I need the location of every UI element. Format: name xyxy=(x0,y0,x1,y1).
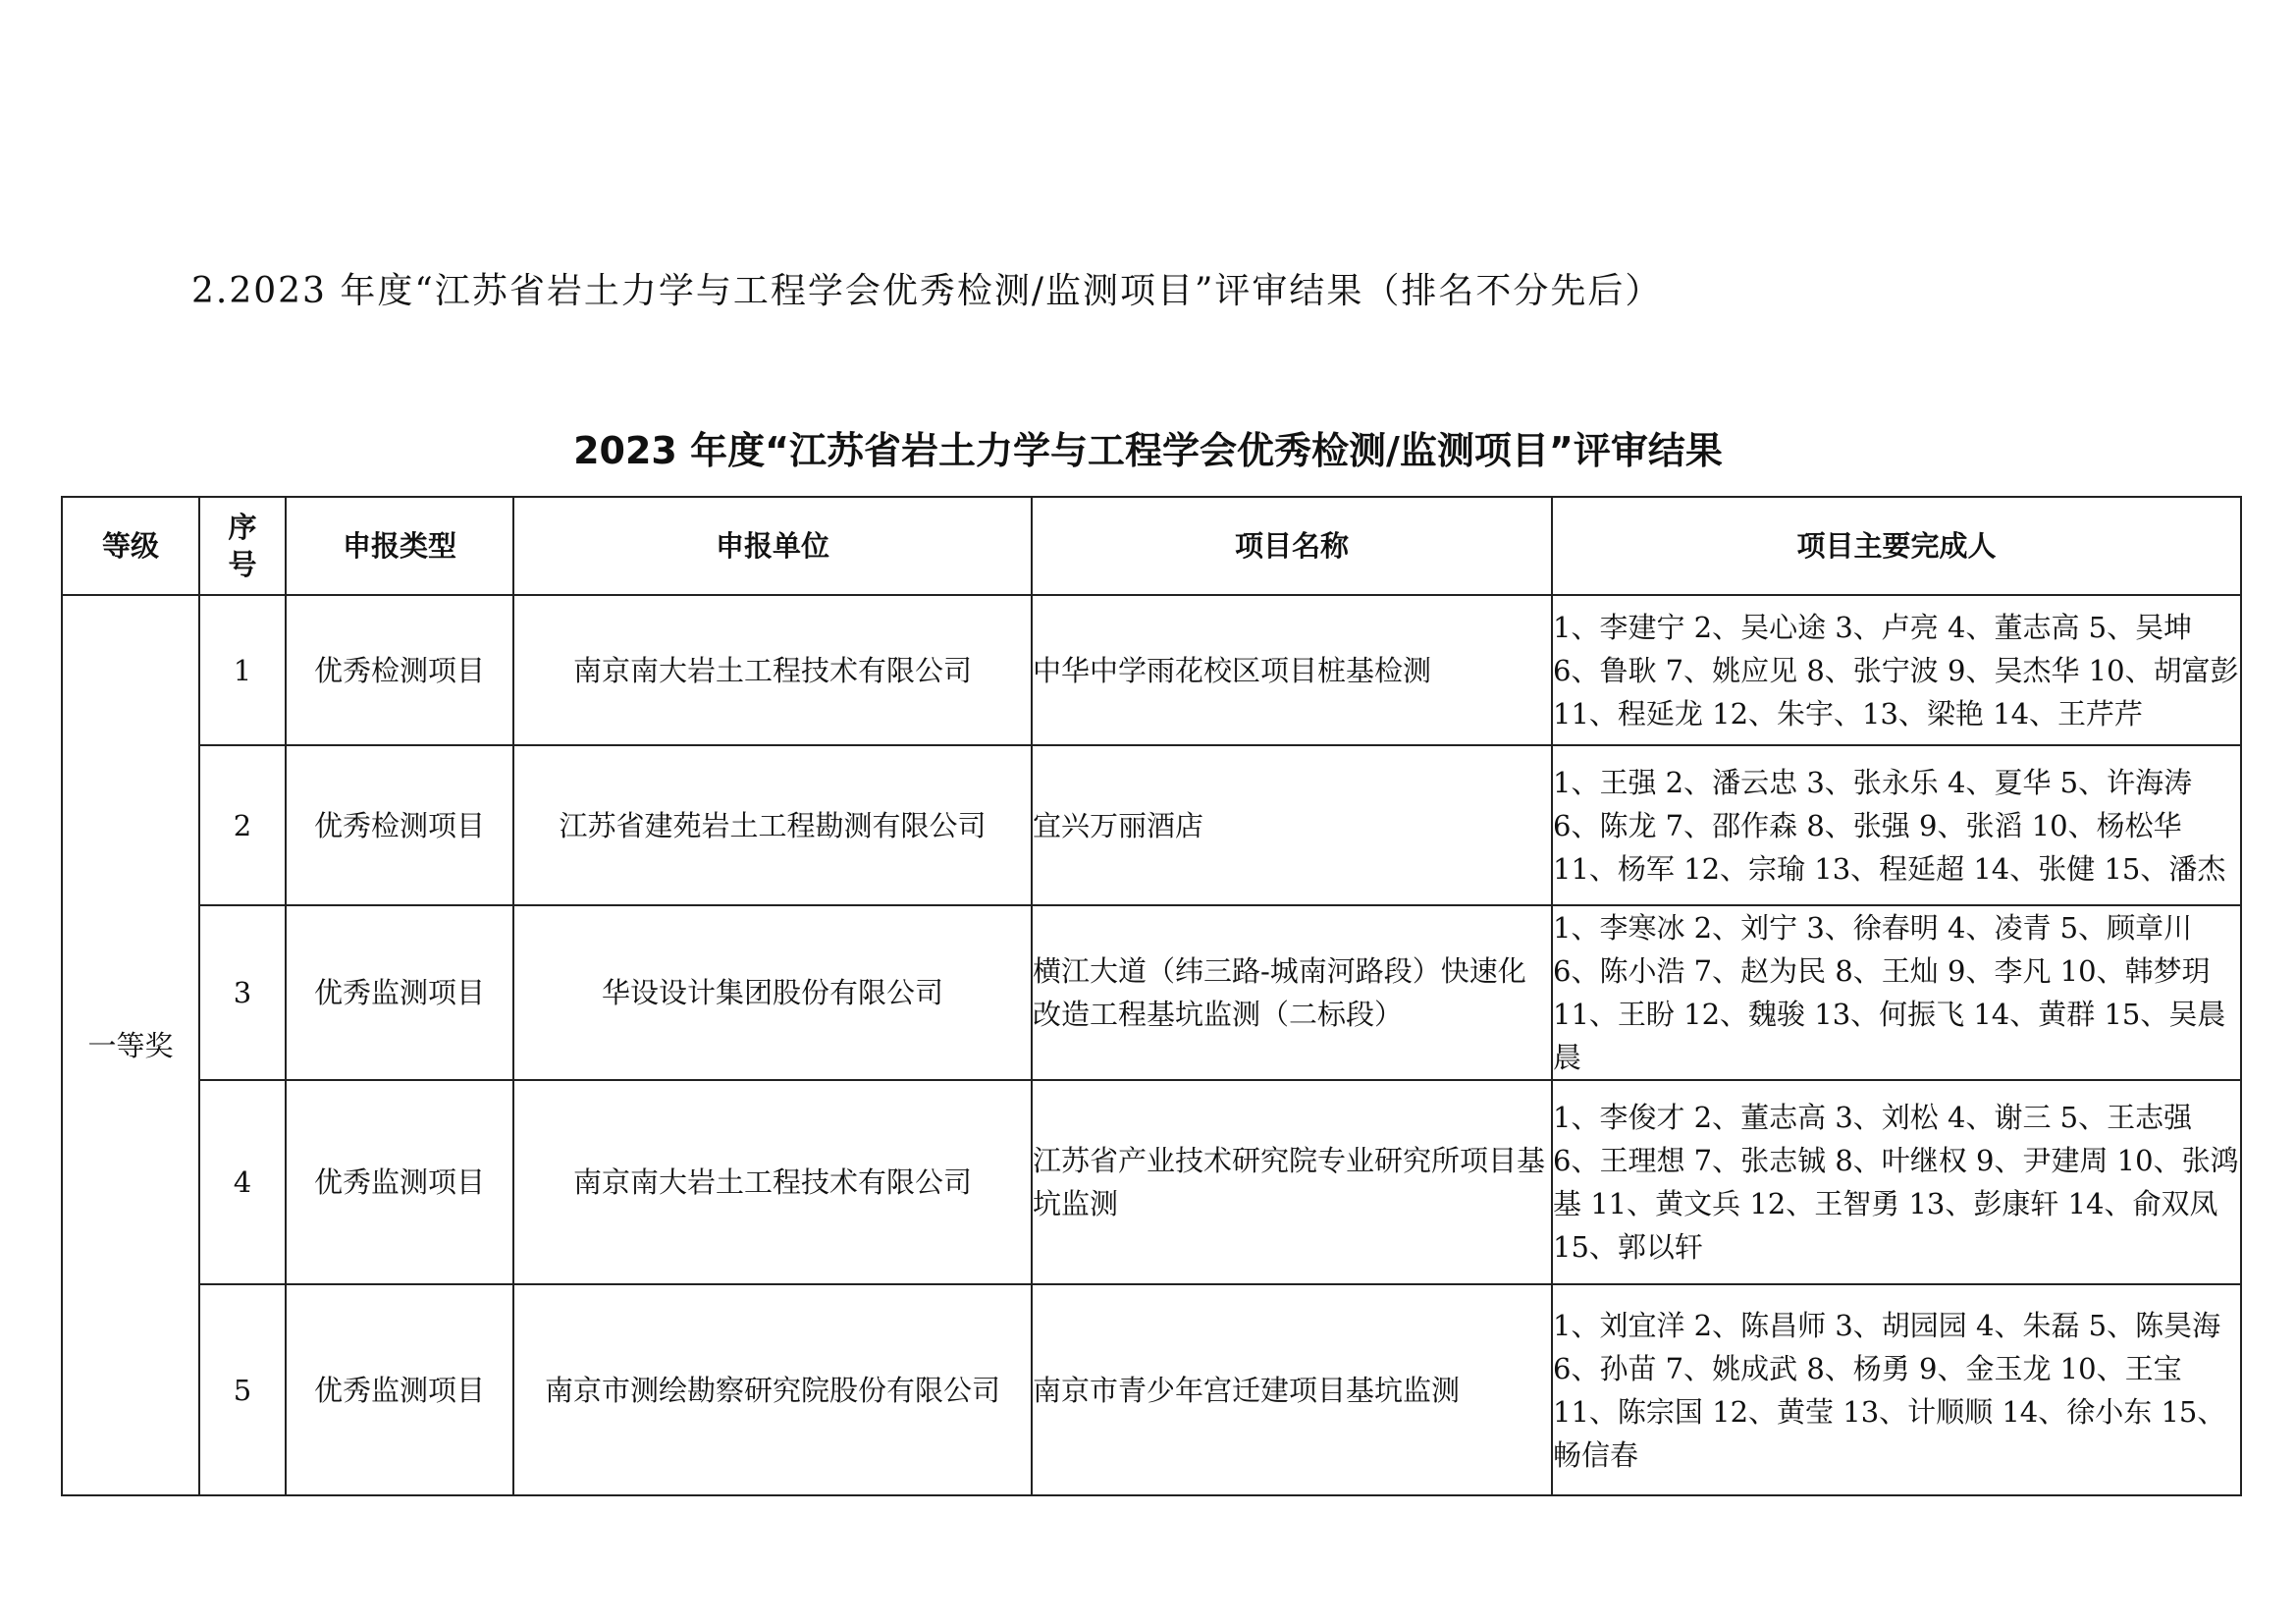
unit-cell: 南京南大岩土工程技术有限公司 xyxy=(513,1080,1032,1284)
people-cell: 1、李建宁 2、吴心途 3、卢亮 4、董志高 5、吴坤 6、鲁耿 7、姚应见 8、张宁波 9、吴杰华 10、胡富彭 11、程延龙 12、朱宇、13、梁艳 14、王芹芹 xyxy=(1552,595,2241,745)
table-row xyxy=(62,745,2241,905)
header-unit: 申报单位 xyxy=(513,497,1032,595)
table-row xyxy=(62,905,2241,1080)
project-cell: 宜兴万丽酒店 xyxy=(1032,745,1552,905)
table-title: 2023 年度“江苏省岩土力学与工程学会优秀检测/监测项目”评审结果 xyxy=(573,429,1723,472)
results-table xyxy=(61,496,2242,1496)
people-cell: 1、王强 2、潘云忠 3、张永乐 4、夏华 5、许海涛 6、陈龙 7、邵作森 8、张强 9、张滔 10、杨松华 11、杨军 12、宗瑜 13、程延超 14、张健 15、潘杰 xyxy=(1552,745,2241,905)
type-cell: 优秀检测项目 xyxy=(286,595,513,745)
header-seq-label: 序号 xyxy=(228,511,257,581)
seq-cell: 4 xyxy=(199,1080,286,1284)
project-cell: 南京市青少年宫迁建项目基坑监测 xyxy=(1032,1284,1552,1495)
table-row xyxy=(62,595,2241,745)
people-cell: 1、刘宜洋 2、陈昌师 3、胡园园 4、朱磊 5、陈昊海 6、孙苗 7、姚成武 8、杨勇 9、金玉龙 10、王宝 11、陈宗国 12、黄莹 13、计顺顺 14、徐小东 15、畅信春 xyxy=(1552,1284,2241,1495)
table-row xyxy=(62,1284,2241,1495)
header-grade: 等级 xyxy=(62,497,199,595)
seq-cell: 1 xyxy=(199,595,286,745)
header-project: 项目名称 xyxy=(1032,497,1552,595)
grade-cell: 一等奖 xyxy=(62,595,199,1495)
table-row xyxy=(62,1080,2241,1284)
people-cell: 1、李俊才 2、董志高 3、刘松 4、谢三 5、王志强 6、王理想 7、张志铖 8、叶继权 9、尹建周 10、张鸿基 11、黄文兵 12、王智勇 13、彭康轩 14、俞双凤 15、郭以轩 xyxy=(1552,1080,2241,1284)
project-cell: 江苏省产业技术研究院专业研究所项目基坑监测 xyxy=(1032,1080,1552,1284)
header-type: 申报类型 xyxy=(286,497,513,595)
header-seq xyxy=(199,497,286,595)
table-header-row xyxy=(62,497,2241,595)
unit-cell: 南京南大岩土工程技术有限公司 xyxy=(513,595,1032,745)
people-cell: 1、李寒冰 2、刘宁 3、徐春明 4、凌青 5、顾章川 6、陈小浩 7、赵为民 8、王灿 9、李凡 10、韩梦玥 11、王盼 12、魏骏 13、何振飞 14、黄群 15、吴晨晨 xyxy=(1552,905,2241,1080)
unit-cell: 江苏省建苑岩土工程勘测有限公司 xyxy=(513,745,1032,905)
type-cell: 优秀检测项目 xyxy=(286,745,513,905)
section-heading: 2.2023 年度“江苏省岩土力学与工程学会优秀检测/监测项目”评审结果（排名不分先后） xyxy=(191,271,1663,311)
seq-cell: 5 xyxy=(199,1284,286,1495)
header-people: 项目主要完成人 xyxy=(1552,497,2241,595)
project-cell: 横江大道（纬三路-城南河路段）快速化改造工程基坑监测（二标段） xyxy=(1032,905,1552,1080)
unit-cell: 华设设计集团股份有限公司 xyxy=(513,905,1032,1080)
type-cell: 优秀监测项目 xyxy=(286,1080,513,1284)
type-cell: 优秀监测项目 xyxy=(286,905,513,1080)
unit-cell: 南京市测绘勘察研究院股份有限公司 xyxy=(513,1284,1032,1495)
seq-cell: 2 xyxy=(199,745,286,905)
project-cell: 中华中学雨花校区项目桩基检测 xyxy=(1032,595,1552,745)
seq-cell: 3 xyxy=(199,905,286,1080)
type-cell: 优秀监测项目 xyxy=(286,1284,513,1495)
